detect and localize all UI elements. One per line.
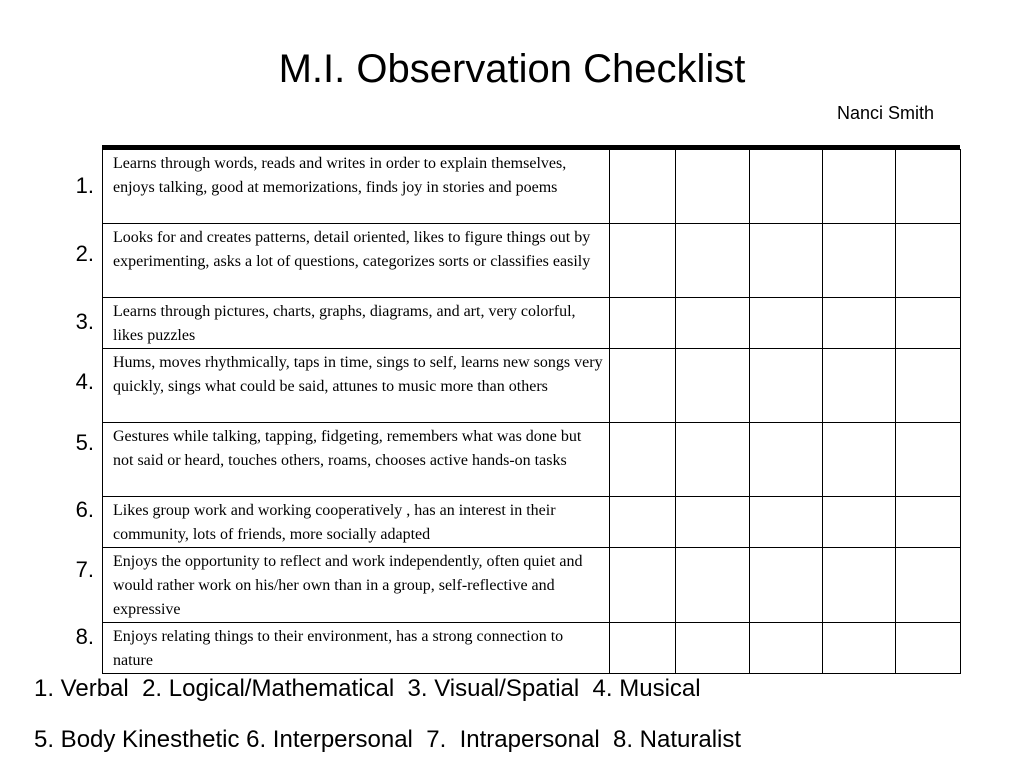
row-number: 6. [75,497,94,522]
table-row [103,298,961,349]
checkbox-cell[interactable] [610,623,676,674]
checkbox-cell[interactable] [750,497,823,548]
checkbox-cell[interactable] [896,224,961,298]
checkbox-cell[interactable] [676,224,750,298]
checkbox-cell[interactable] [750,298,823,349]
table-row [103,623,961,674]
row-number: 1. [75,173,94,198]
row-number: 5. [75,430,94,455]
checkbox-cell[interactable] [610,298,676,349]
checkbox-cell[interactable] [750,150,823,224]
row-description: Gestures while talking, tapping, fidgeting, remembers what was done but not said or heard, touches others, roams, chooses active hands-on tasks [103,423,610,497]
checkbox-cell[interactable] [896,349,961,423]
table-row [103,548,961,623]
checkbox-cell[interactable] [610,150,676,224]
checkbox-cell[interactable] [610,497,676,548]
checkbox-cell[interactable] [750,623,823,674]
checkbox-cell[interactable] [750,548,823,623]
checkbox-cell[interactable] [823,150,896,224]
row-description: Enjoys relating things to their environment, has a strong connection to nature [103,623,610,674]
checkbox-cell[interactable] [896,623,961,674]
row-description: Enjoys the opportunity to reflect and work independently, often quiet and would rather work on his/her own than in a group, self-reflective and expressive [103,548,610,623]
checkbox-cell[interactable] [823,224,896,298]
checkbox-cell[interactable] [750,423,823,497]
row-number: 4. [75,369,94,394]
checkbox-cell[interactable] [610,349,676,423]
checkbox-cell[interactable] [676,497,750,548]
row-description: Looks for and creates patterns, detail oriented, likes to figure things out by experimenting, asks a lot of questions, categorizes sorts or classifies easily [103,224,610,298]
checkbox-cell[interactable] [896,497,961,548]
row-description: Learns through words, reads and writes in order to explain themselves, enjoys talking, good at memorizations, finds joy in stories and poems [103,150,610,224]
table-row [103,150,961,224]
row-numbers [60,0,100,768]
checkbox-cell[interactable] [823,548,896,623]
checkbox-cell[interactable] [896,298,961,349]
checkbox-cell[interactable] [750,349,823,423]
row-description: Learns through pictures, charts, graphs, diagrams, and art, very colorful, likes puzzles [103,298,610,349]
checkbox-cell[interactable] [610,224,676,298]
page-title: M.I. Observation Checklist [278,47,746,91]
row-number: 7. [75,557,94,582]
checkbox-cell[interactable] [750,224,823,298]
checkbox-cell[interactable] [676,150,750,224]
legend-line: 1. Verbal 2. Logical/Mathematical 3. Visual/Spatial 4. Musical [34,675,701,702]
checkbox-cell[interactable] [676,349,750,423]
checkbox-cell[interactable] [896,150,961,224]
checkbox-cell[interactable] [823,623,896,674]
table-row [103,224,961,298]
observation-checklist-table [102,149,961,674]
checkbox-cell[interactable] [823,423,896,497]
table-row [103,349,961,423]
checkbox-cell[interactable] [896,423,961,497]
row-description: Hums, moves rhythmically, taps in time, sings to self, learns new songs very quickly, sings what could be said, attunes to music more than others [103,349,610,423]
checkbox-cell[interactable] [676,298,750,349]
table-row [103,497,961,548]
checkbox-cell[interactable] [896,548,961,623]
checkbox-cell[interactable] [676,548,750,623]
row-number: 8. [75,624,94,649]
author-name: Nanci Smith [836,103,934,123]
row-number: 3. [75,309,94,334]
legend-line: 5. Body Kinesthetic 6. Interpersonal 7. Intrapersonal 8. Naturalist [34,726,742,753]
checkbox-cell[interactable] [823,497,896,548]
row-number: 2. [75,241,94,266]
checkbox-cell[interactable] [610,548,676,623]
checkbox-cell[interactable] [823,298,896,349]
checkbox-cell[interactable] [676,423,750,497]
row-description: Likes group work and working cooperatively , has an interest in their community, lots of friends, more socially adapted [103,497,610,548]
checkbox-cell[interactable] [823,349,896,423]
table-row [103,423,961,497]
checkbox-cell[interactable] [676,623,750,674]
checkbox-cell[interactable] [610,423,676,497]
